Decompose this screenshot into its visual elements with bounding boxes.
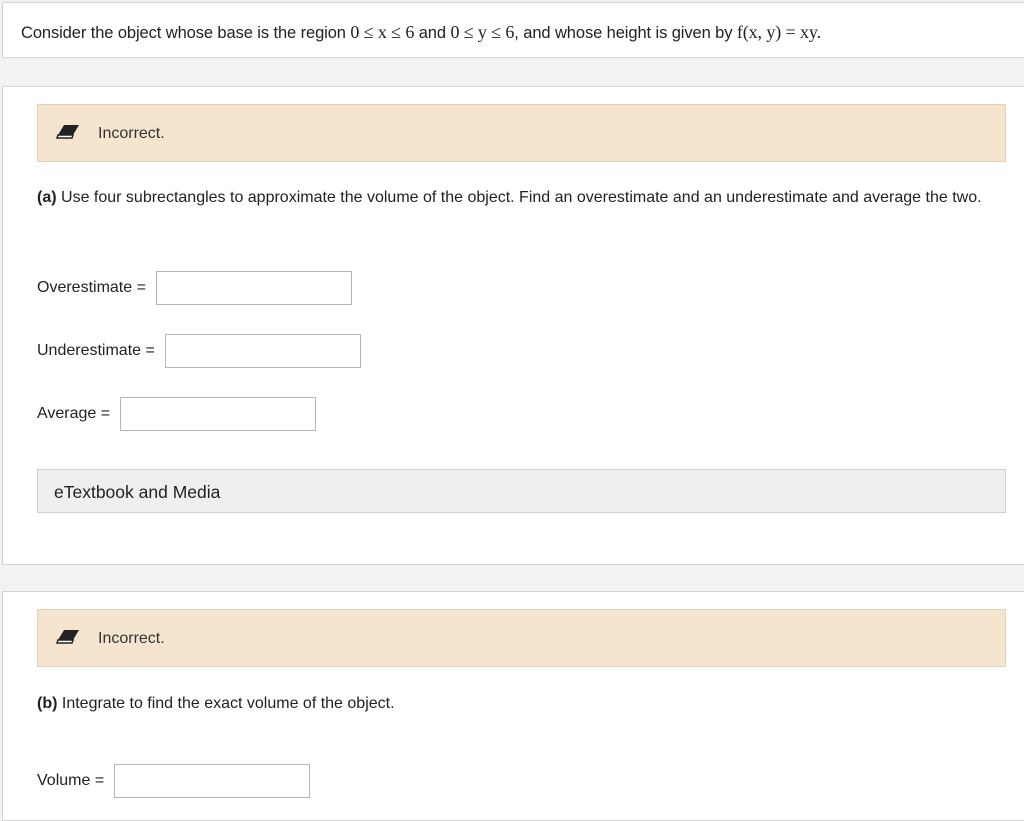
volume-row xyxy=(37,764,310,798)
problem-middle: , and whose height is given by xyxy=(514,24,733,42)
part-b-feedback-text: Incorrect. xyxy=(98,630,165,647)
underestimate-label: Underestimate = xyxy=(37,342,155,359)
average-input[interactable] xyxy=(120,397,316,431)
etextbook-media-button[interactable] xyxy=(37,469,1006,513)
part-a-question xyxy=(37,186,997,209)
underestimate-row xyxy=(37,334,361,368)
region-x-expression: 0 ≤ x ≤ 6 xyxy=(350,22,415,42)
part-b-container xyxy=(2,591,1024,821)
part-a-container xyxy=(2,86,1024,565)
volume-label: Volume = xyxy=(37,772,105,789)
underestimate-input[interactable] xyxy=(165,334,361,368)
etextbook-media-label: eTextbook and Media xyxy=(54,482,221,502)
part-a-feedback-text: Incorrect. xyxy=(98,125,165,142)
volume-input[interactable] xyxy=(114,764,310,798)
overestimate-input[interactable] xyxy=(156,271,352,305)
eraser-icon xyxy=(56,124,80,140)
part-b-label: (b) xyxy=(37,695,58,712)
problem-prefix: Consider the object whose base is the region xyxy=(21,24,346,42)
overestimate-label: Overestimate = xyxy=(37,279,146,296)
average-row xyxy=(37,397,316,431)
region-y-expression: 0 ≤ y ≤ 6 xyxy=(450,22,515,42)
eraser-icon xyxy=(56,629,80,645)
height-function: f(x, y) = xy. xyxy=(736,22,822,42)
part-a-feedback xyxy=(37,104,1006,162)
problem-statement-box xyxy=(2,2,1024,58)
average-label: Average = xyxy=(37,405,111,422)
part-b-question-text: Integrate to find the exact volume of the object. xyxy=(61,695,395,712)
part-a-question-text: Use four subrectangles to approximate the volume of the object. Find an overestimate and an underestimate and average the two. xyxy=(61,189,982,206)
part-a-label: (a) xyxy=(37,189,57,206)
part-b-feedback xyxy=(37,609,1006,667)
overestimate-row xyxy=(37,271,352,305)
problem-and: and xyxy=(418,24,446,42)
problem-statement xyxy=(21,22,821,43)
part-b-question xyxy=(37,692,997,715)
